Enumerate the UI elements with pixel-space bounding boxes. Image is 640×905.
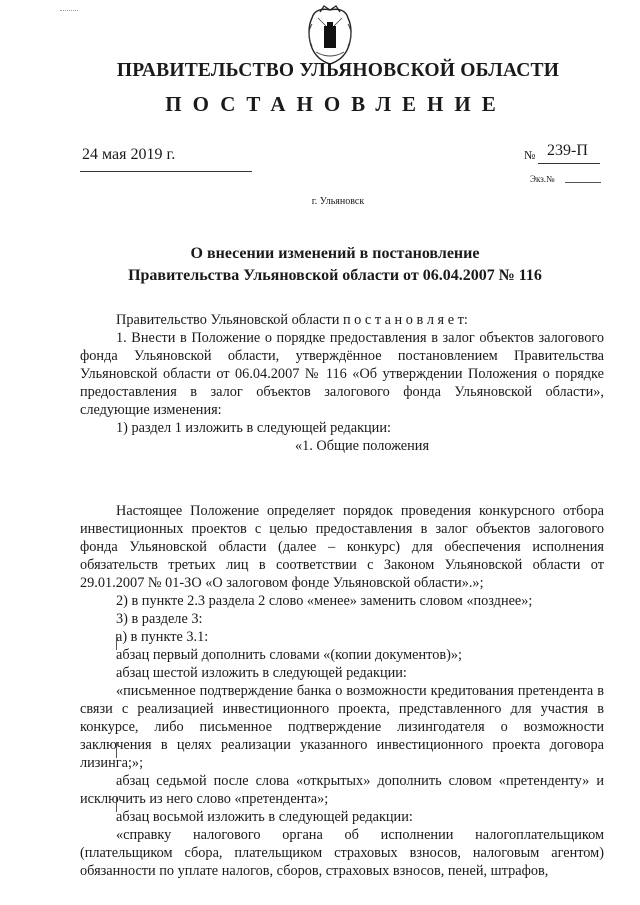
paragraph: Настоящее Положение определяет порядок проведения конкурсного отбора инвестиционных проектов с целью предоставления в залог объектов залогового фонда Ульяновской области (далее – конкурс) для обеспечения исполнения обязательств третьих лиц в соответствии с Законом Ульяновской области от 29.01.2007 № 01-ЗО «О залоговом фонде Ульяновской области».»; [80,502,604,591]
paragraph: 1. Внести в Положение о порядке предоставления в залог объектов залогового фонда Ульяновской области, утверждённое постановлением Правительства Ульяновской области от 06.04.2007 № 116 «Об утверждении Положения о порядке предоставления в залог объектов залогового фонда Ульяновской области», следующие изменения: [80,330,604,418]
document-type: ПОСТАНОВЛЕНИЕ [165,92,507,116]
paragraph: абзац первый дополнить словами «(копии документов)»; [116,646,463,663]
margin-mark [116,742,117,758]
city: г. Ульяновск [311,196,365,207]
document-date: 24 мая 2019 г. [82,146,176,163]
copy-number-underline [565,182,601,183]
spacer [80,469,604,487]
document-title [0,243,640,287]
paragraph: 2) в пункте 2.3 раздела 2 слово «менее» заменить словом «позднее»; [116,592,533,609]
organization-name: ПРАВИТЕЛЬСТВО УЛЬЯНОВСКОЙ ОБЛАСТИ [116,60,560,81]
paragraph: «1. Общие положения [294,438,430,454]
document-number: 239-П [547,142,588,159]
paragraph: а) в пункте 3.1: [116,628,209,645]
number-label: № [524,148,536,162]
title-line: Правительства Ульяновской области от 06.04.2007 № 116 [128,267,542,284]
scan-mark [60,10,78,11]
title-line: О внесении изменений в постановление [190,245,480,262]
margin-mark [116,796,117,812]
paragraph: Правительство Ульяновской области п о с т а н о в л я е т: [116,312,468,328]
paragraph: абзац шестой изложить в следующей редакции: [116,664,407,681]
paragraph: «справку налогового органа об исполнении налогоплательщиком (плательщиком сбора, плательщиком страховых взносов, налоговым агентом) обязанности по уплате налогов, сборов, страховых взносов, пеней, штрафов, [80,826,604,879]
number-underline [538,163,600,164]
paragraph: 1) раздел 1 изложить в следующей редакции: [116,420,391,436]
date-underline [80,171,252,172]
paragraph: 3) в разделе 3: [116,610,203,627]
paragraph: «письменное подтверждение банка о возможности кредитования претендента в связи с реализацией инвестиционного проекта, представленного для участия в конкурсе, либо письменное подтверждение лизингодателя о возможности заключения в целях реализации указанного инвестиционного проекта договора лизинга;»; [80,682,604,771]
document-body [80,311,604,880]
copy-number-label: Экз.№ [530,174,555,184]
coat-of-arms-icon [302,4,358,68]
paragraph: абзац седьмой после слова «открытых» дополнить словом «претенденту» и исключить из него слово «претендента»; [80,772,604,807]
paragraph: абзац восьмой изложить в следующей редакции: [116,808,413,825]
margin-mark [116,634,117,650]
